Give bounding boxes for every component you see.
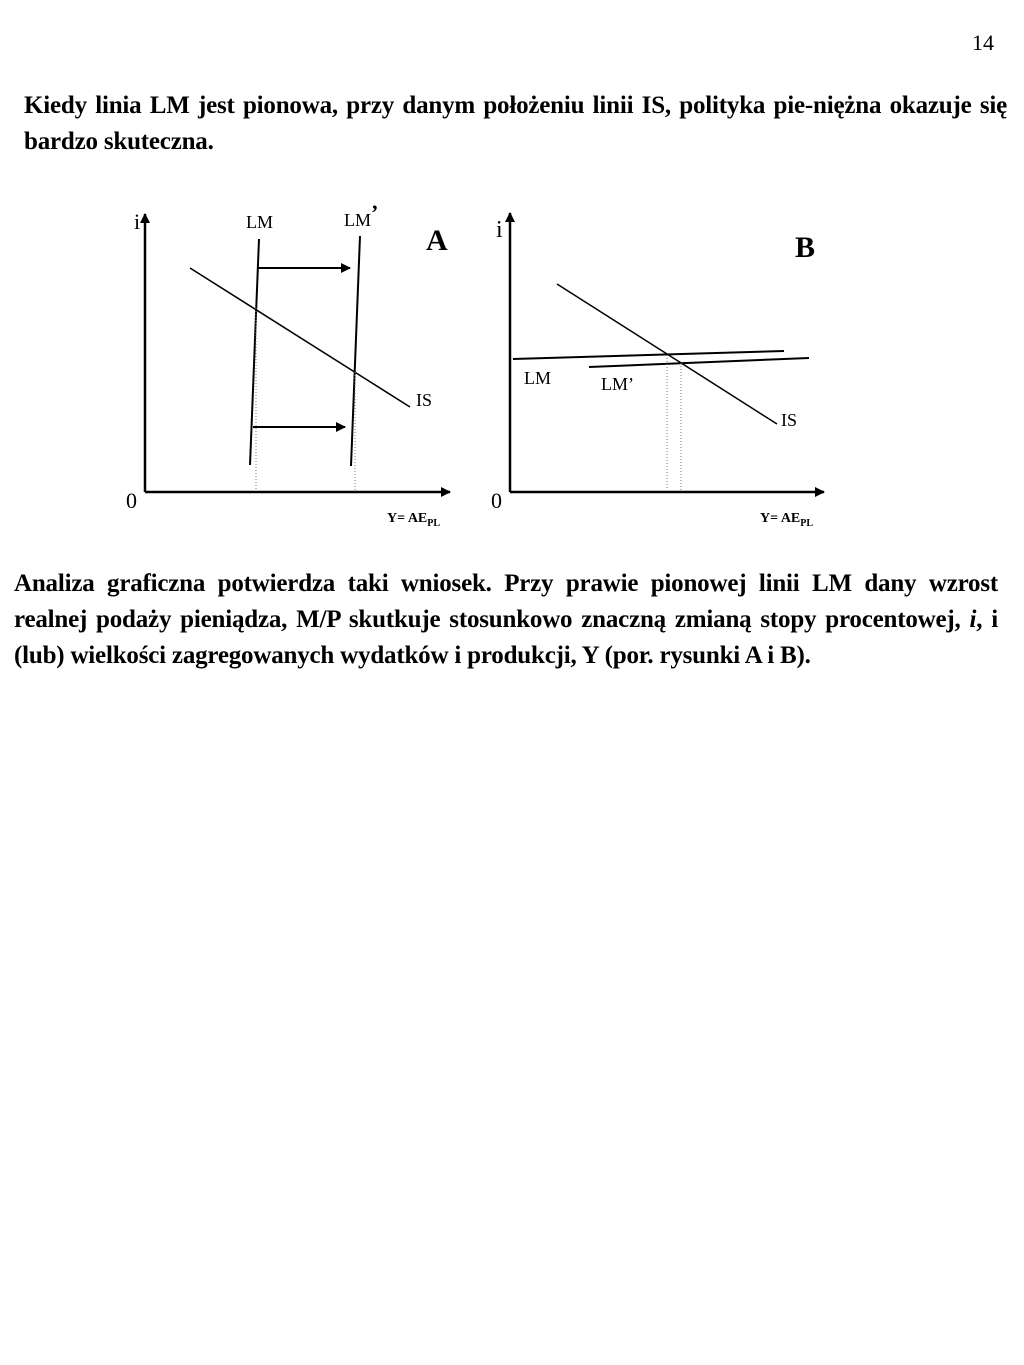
lm-shifted-label-b: LM’ <box>601 374 634 394</box>
is-curve-a <box>190 268 410 407</box>
page-number: 14 <box>972 30 994 55</box>
figure-label-b: B <box>795 231 816 264</box>
intro-paragraph: Kiedy linia LM jest pionowa, przy danym położeniu linii IS, polityka pie-niężna okazuje się bardzo skuteczna. <box>24 92 1007 155</box>
conclusion-text-2: , i (lub) wielkości zagregowanych wydatków i produkcji, Y (por. rysunki A i B). <box>14 606 998 669</box>
x-axis-label-a: $Y= AE_{PL}$ <box>387 511 441 529</box>
conclusion-paragraph <box>14 566 998 674</box>
is-label-a: IS <box>416 390 433 410</box>
interest-rate-symbol: i <box>969 606 977 633</box>
figure-b <box>491 213 824 529</box>
x-axis-label-b: $Y= AE_{PL}$ <box>760 511 814 529</box>
lm-shifted-curve-b <box>589 358 809 367</box>
figure-label-a: A <box>426 224 448 257</box>
y-axis-label-a: i <box>134 209 141 234</box>
lm-curve-a <box>250 239 259 465</box>
is-label-b: IS <box>781 410 798 430</box>
lm-label-a: LM <box>246 212 273 232</box>
lm-label-b: LM <box>524 368 551 388</box>
is-lm-figures <box>0 190 1024 540</box>
lm-curve-b <box>513 351 784 359</box>
conclusion-text-1: Analiza graficzna potwierdza taki wniosek. Przy prawie pionowej linii LM dany wzrost realnej podaży pieniądza, M/P skutkuje stosunkowo znaczną zmianą stopy procentowej, <box>14 570 998 633</box>
origin-label-a: 0 <box>126 488 137 513</box>
figure-a <box>126 200 450 529</box>
lm-shifted-curve-a <box>351 236 360 466</box>
y-axis-label-b: i <box>496 217 503 243</box>
origin-label-b: 0 <box>491 488 502 513</box>
lm-shifted-label-a: LM’ <box>344 200 379 230</box>
